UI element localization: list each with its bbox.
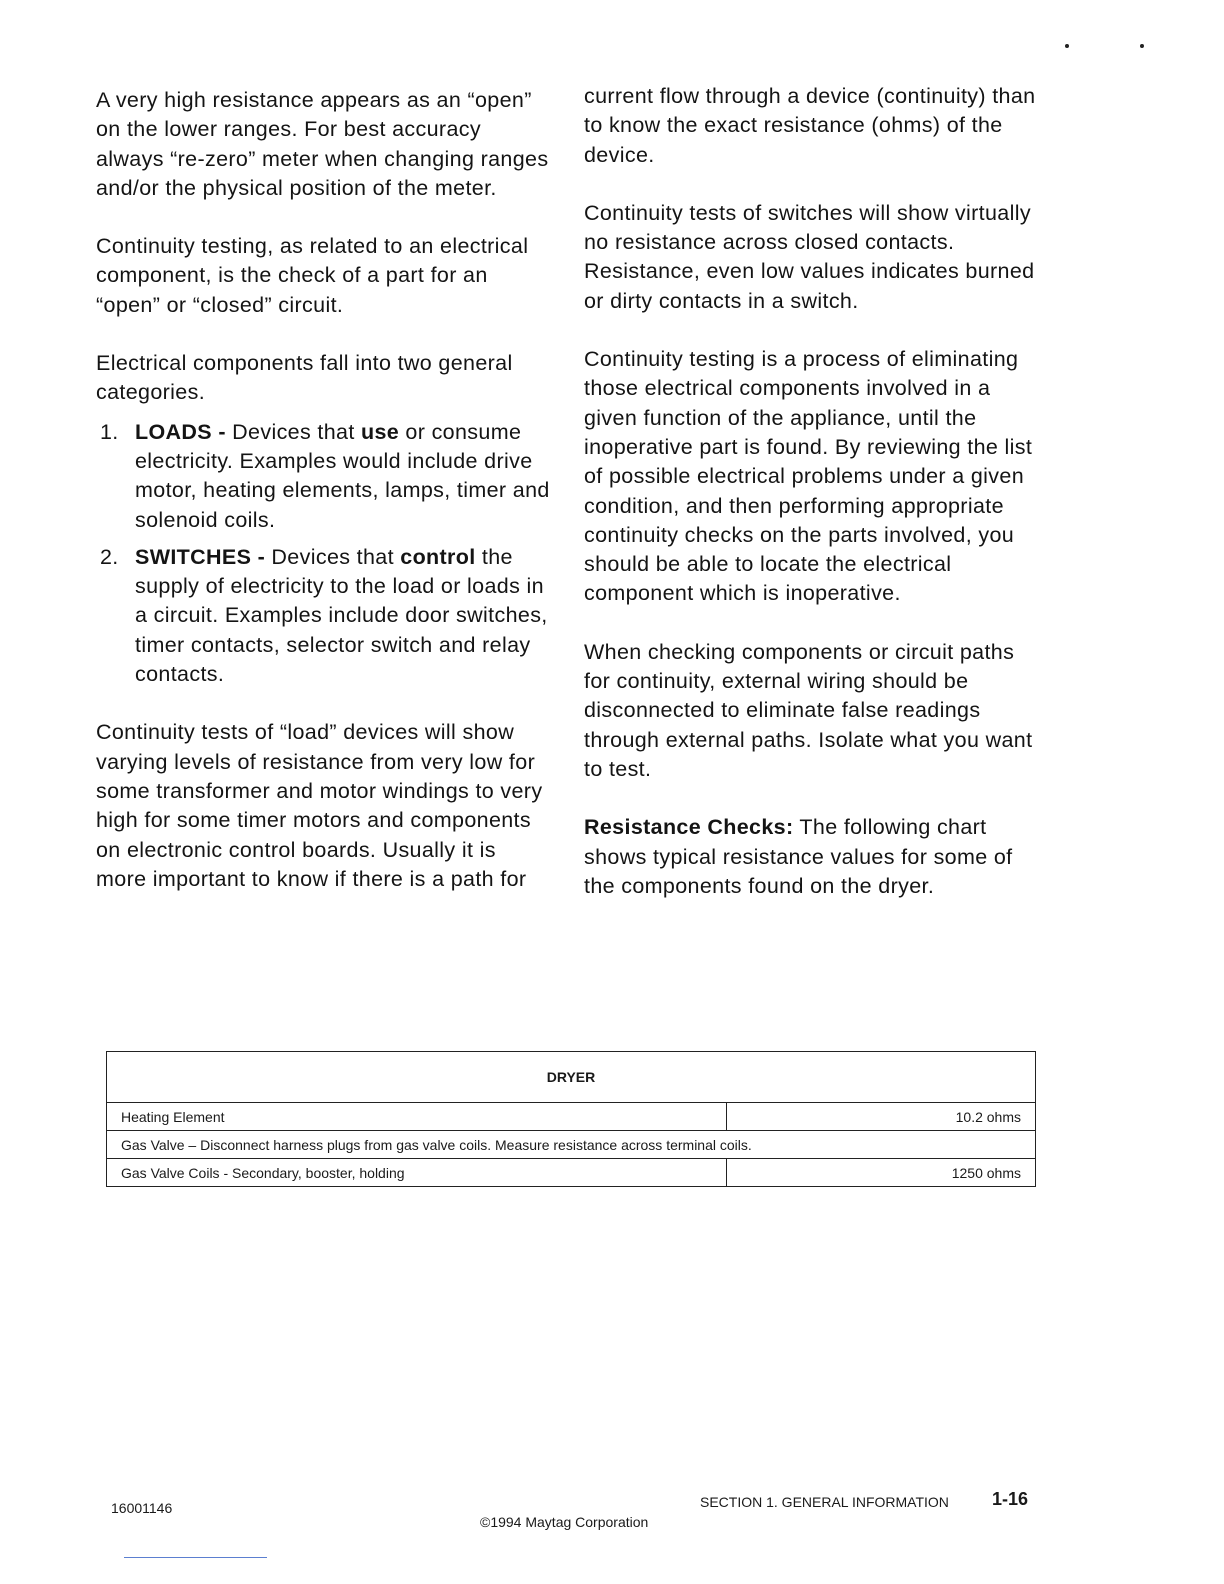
paragraph: current flow through a device (continuity) than to know the exact resistance (ohms) of the device. (584, 84, 1036, 167)
page-number: 1-16 (992, 1489, 1029, 1509)
scan-dot (1140, 44, 1144, 48)
item-text: or consume electricity. Examples would include drive motor, heating elements, lamps, timer and solenoid coils. (135, 419, 550, 532)
section-label: SECTION 1. GENERAL INFORMATION (700, 1494, 949, 1510)
paragraph (584, 813, 1039, 901)
paragraph: Continuity tests of “load” devices will show varying levels of resistance from very low for some transformer and motor windings to very high for some timer motors and components on electronic control boards. Usually it is more important to know if there is a path for (96, 720, 543, 891)
item-text: Devices that (225, 419, 361, 444)
copyright: ©1994 Maytag Corporation (480, 1514, 649, 1530)
paragraph: Continuity testing, as related to an electrical component, is the check of a part for an “open” or “closed” circuit. (96, 234, 529, 317)
scan-dot (1065, 44, 1069, 48)
table-row (107, 1131, 1036, 1159)
doc-number: 16001146 (111, 1500, 173, 1516)
list-item (96, 418, 551, 535)
component-cell: Heating Element (107, 1103, 727, 1131)
paragraph: Continuity testing is a process of eliminating those electrical components involved in a given function of the appliance, until the inoperative part is found. By reviewing the list of possible electrical problems under a given condition, and then performing appropriate continuity checks on the parts involved, you should be able to locate the electrical component which is inoperative. (584, 347, 1033, 606)
table-row (107, 1159, 1036, 1187)
note-cell: Gas Valve – Disconnect harness plugs from gas valve coils. Measure resistance across terminal coils. (107, 1131, 1036, 1159)
component-cell: Gas Valve Coils - Secondary, booster, holding (107, 1159, 727, 1187)
table-row (107, 1103, 1036, 1131)
paragraph: When checking components or circuit paths for continuity, external wiring should be disconnected to eliminate false readings through external paths. Isolate what you want to test. (584, 639, 1033, 781)
list-item (96, 543, 551, 689)
left-column (96, 86, 551, 923)
paragraph: A very high resistance appears as an “open” on the lower ranges. For best accuracy always “re-zero” meter when changing ranges and/or the physical position of the meter. (96, 88, 549, 200)
resistance-checks-label: Resistance Checks: (584, 815, 794, 840)
term-switches: SWITCHES - (135, 544, 266, 569)
paragraph-text: The following chart shows typical resistance values for some of the components found on the dryer. (584, 815, 1013, 898)
item-emphasis: use (361, 419, 400, 444)
resistance-table (106, 1051, 1036, 1187)
item-text: Devices that (265, 544, 401, 569)
item-text: the supply of electricity to the load or loads in a circuit. Examples include door switches, timer contacts, selector switch and relay contacts. (135, 544, 548, 687)
right-column (584, 82, 1039, 930)
value-cell: 1250 ohms (727, 1159, 1036, 1187)
table-header-row (107, 1052, 1036, 1103)
category-list (96, 418, 551, 690)
item-emphasis: control (400, 544, 476, 569)
paragraph: Electrical components fall into two general categories. (96, 351, 513, 405)
list-number: 2. (100, 544, 119, 569)
table-title: DRYER (107, 1052, 1036, 1103)
value-cell: 10.2 ohms (727, 1103, 1036, 1131)
link-underline (124, 1557, 267, 1558)
list-number: 1. (100, 419, 119, 444)
paragraph: Continuity tests of switches will show virtually no resistance across closed contacts. Resistance, even low values indicates burned or dirty contacts in a switch. (584, 200, 1035, 313)
term-loads: LOADS - (135, 419, 226, 444)
